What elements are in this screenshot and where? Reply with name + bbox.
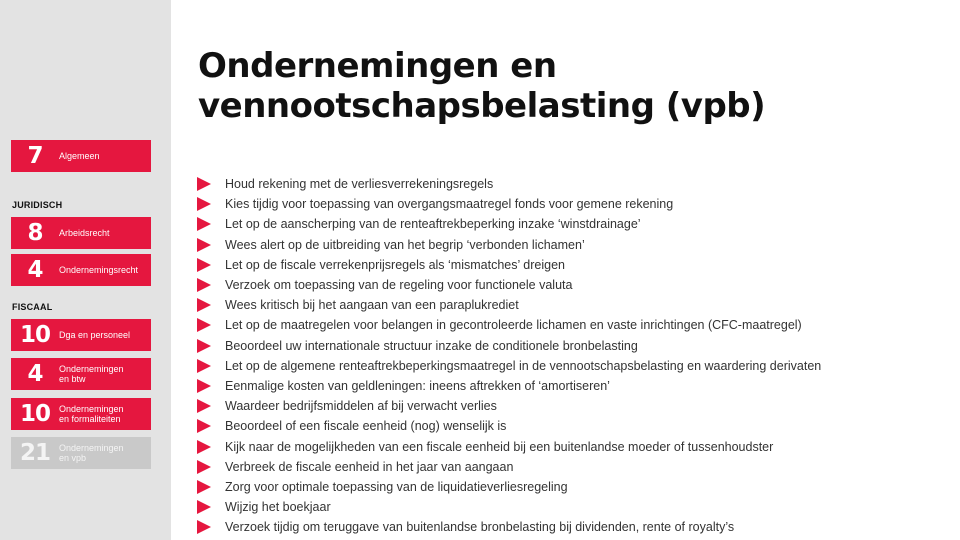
list-item bbox=[197, 517, 947, 537]
page-title bbox=[198, 46, 938, 126]
list-item bbox=[197, 457, 947, 477]
list-item-text: Kies tijdig voor toepassing van overgangsmaatregel fonds voor gemene rekening bbox=[225, 197, 674, 212]
list-item bbox=[197, 295, 947, 315]
list-item bbox=[197, 275, 947, 295]
bullet-triangle-icon bbox=[197, 197, 211, 211]
nav-label: Ondernemingen en btw bbox=[59, 364, 124, 384]
bullet-triangle-icon bbox=[197, 217, 211, 231]
nav-label: Ondernemingen en formaliteiten bbox=[59, 404, 124, 424]
page-title-line-2: vennootschapsbelasting (vpb) bbox=[198, 86, 766, 126]
list-item bbox=[197, 356, 947, 376]
list-item-text: Beoordeel of een fiscale eenheid (nog) wenselijk is bbox=[225, 419, 507, 434]
bullet-triangle-icon bbox=[197, 520, 211, 534]
list-item bbox=[197, 194, 947, 214]
bullet-triangle-icon bbox=[197, 318, 211, 332]
list-item-text: Verbreek de fiscale eenheid in het jaar van aangaan bbox=[225, 459, 514, 474]
page-title-line-1: Ondernemingen en bbox=[198, 46, 557, 86]
list-item-text: Beoordeel uw internationale structuur inzake de conditionele bronbelasting bbox=[225, 338, 638, 353]
section-label-fiscaal: FISCAAL bbox=[12, 302, 53, 312]
nav-number: 8 bbox=[27, 219, 43, 246]
nav-dga-en-personeel[interactable] bbox=[11, 319, 151, 351]
list-item-text: Let op de algemene renteaftrekbeperkingsmaatregel in de vennootschapsbelasting en waardering derivaten bbox=[225, 358, 822, 373]
nav-ondernemingsrecht[interactable] bbox=[11, 254, 151, 286]
list-item-text: Verzoek tijdig om teruggave van buitenlandse bronbelasting bij dividenden, rente of royalty’s bbox=[225, 520, 735, 535]
nav-label: Algemeen bbox=[59, 151, 100, 161]
nav-number: 21 bbox=[19, 439, 50, 466]
list-item-text: Zorg voor optimale toepassing van de liquidatieverliesregeling bbox=[225, 479, 568, 494]
nav-ondernemingen-vpb[interactable] bbox=[11, 437, 151, 469]
list-item bbox=[197, 497, 947, 517]
list-item bbox=[197, 477, 947, 497]
bullet-triangle-icon bbox=[197, 460, 211, 474]
nav-algemeen[interactable] bbox=[11, 140, 151, 172]
bullet-triangle-icon bbox=[197, 177, 211, 191]
nav-label: Ondernemingsrecht bbox=[59, 265, 139, 275]
list-item bbox=[197, 174, 947, 194]
list-item-text: Let op de fiscale verrekenprijsregels als ‘mismatches’ dreigen bbox=[225, 257, 565, 272]
bullet-triangle-icon bbox=[197, 440, 211, 454]
nav-label: Arbeidsrecht bbox=[59, 228, 110, 238]
nav-number: 4 bbox=[27, 256, 43, 283]
nav-ondernemingen-formaliteiten[interactable] bbox=[11, 398, 151, 430]
list-item bbox=[197, 235, 947, 255]
bullet-triangle-icon bbox=[197, 500, 211, 514]
list-item-text: Houd rekening met de verliesverrekeningsregels bbox=[225, 177, 494, 192]
list-item-text: Verzoek om toepassing van de regeling voor functionele valuta bbox=[225, 278, 573, 293]
list-item-text: Let op de maatregelen voor belangen in gecontroleerde lichamen en vaste inrichtingen (CFC-maatregel) bbox=[225, 318, 802, 333]
bullet-triangle-icon bbox=[197, 379, 211, 393]
nav-number: 4 bbox=[27, 360, 43, 387]
sidebar bbox=[0, 0, 171, 540]
bullet-triangle-icon bbox=[197, 480, 211, 494]
list-item bbox=[197, 255, 947, 275]
list-item bbox=[197, 436, 947, 456]
nav-arbeidsrecht[interactable] bbox=[11, 217, 151, 249]
bullet-triangle-icon bbox=[197, 419, 211, 433]
bullet-triangle-icon bbox=[197, 238, 211, 252]
bullet-triangle-icon bbox=[197, 258, 211, 272]
tips-list bbox=[197, 174, 947, 537]
list-item-text: Let op de aanscherping van de renteaftrekbeperking inzake ‘winstdrainage’ bbox=[225, 217, 641, 232]
nav-label: Ondernemingen en vpb bbox=[59, 443, 124, 463]
list-item-text: Eenmalige kosten van geldleningen: ineens aftrekken of ‘amortiseren’ bbox=[225, 378, 610, 393]
list-item-text: Kijk naar de mogelijkheden van een fiscale eenheid bij een buitenlandse moeder of tussenhoudster bbox=[225, 439, 774, 454]
bullet-triangle-icon bbox=[197, 339, 211, 353]
list-item bbox=[197, 416, 947, 436]
list-item bbox=[197, 396, 947, 416]
nav-ondernemingen-btw[interactable] bbox=[11, 358, 151, 390]
nav-label: Dga en personeel bbox=[59, 330, 131, 340]
bullet-triangle-icon bbox=[197, 359, 211, 373]
list-item bbox=[197, 376, 947, 396]
list-item bbox=[197, 214, 947, 234]
bullet-triangle-icon bbox=[197, 298, 211, 312]
list-item bbox=[197, 315, 947, 335]
nav-number: 10 bbox=[19, 400, 50, 427]
list-item bbox=[197, 336, 947, 356]
list-item-text: Wijzig het boekjaar bbox=[225, 500, 331, 515]
bullet-triangle-icon bbox=[197, 278, 211, 292]
list-item-text: Wees kritisch bij het aangaan van een paraplukrediet bbox=[225, 298, 519, 313]
nav-number: 7 bbox=[27, 142, 43, 169]
section-label-juridisch: JURIDISCH bbox=[12, 200, 63, 210]
nav-number: 10 bbox=[19, 321, 50, 348]
list-item-text: Wees alert op de uitbreiding van het begrip ‘verbonden lichamen’ bbox=[225, 237, 585, 252]
list-item-text: Waardeer bedrijfsmiddelen af bij verwacht verlies bbox=[225, 399, 497, 414]
bullet-triangle-icon bbox=[197, 399, 211, 413]
